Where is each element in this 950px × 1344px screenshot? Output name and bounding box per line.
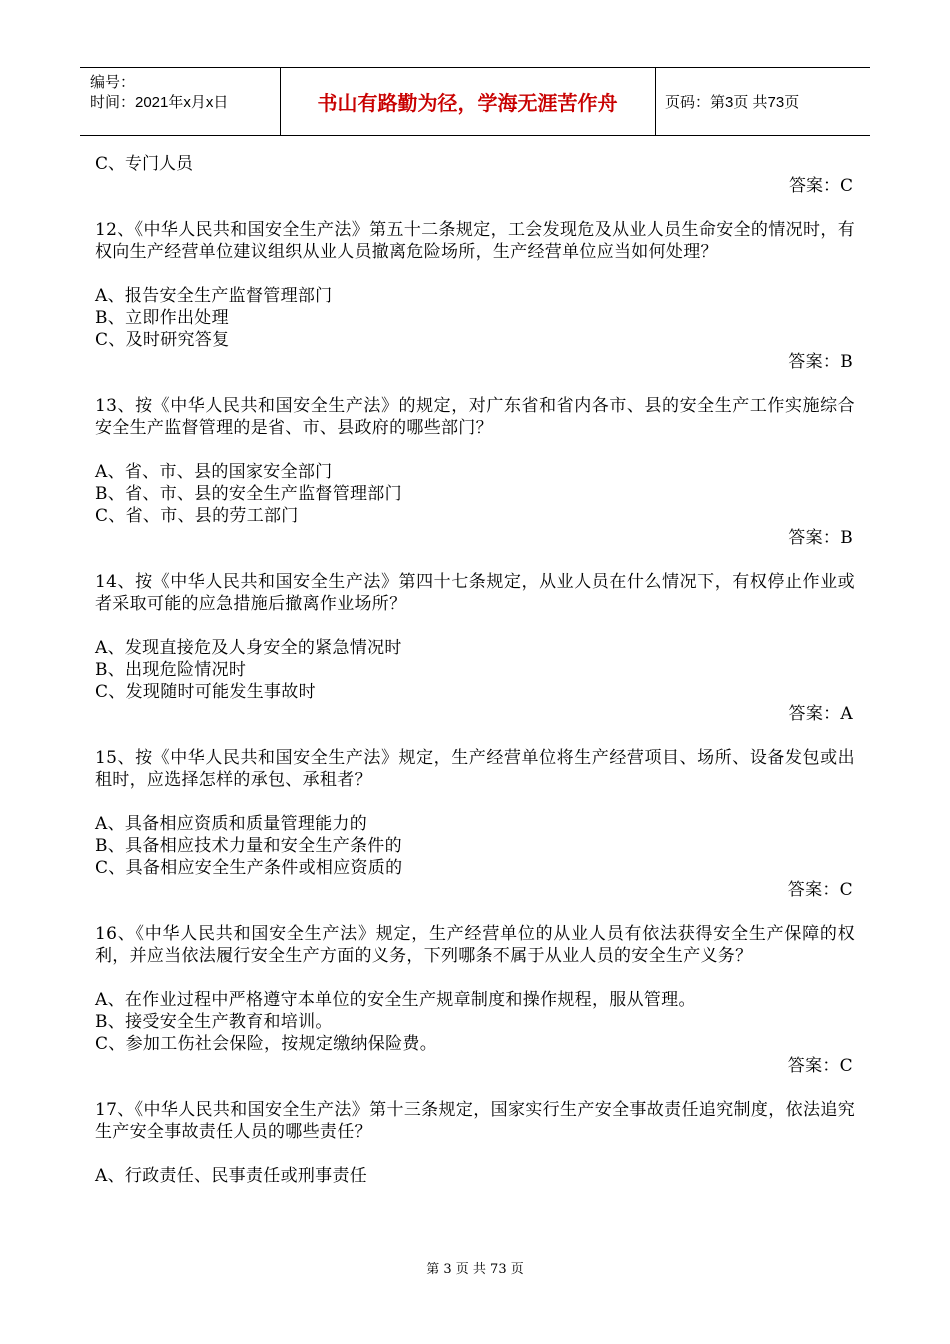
option-list (95, 461, 855, 527)
option-c: C、发现随时可能发生事故时 (95, 682, 316, 702)
option-list (95, 813, 855, 879)
page-footer: 第 3 页 共 73 页 (426, 1262, 524, 1277)
page-header (80, 67, 870, 136)
header-motto: 书山有路勤为径，学海无涯苦作舟 (280, 68, 656, 135)
question-14 (95, 571, 855, 725)
option-list (95, 989, 855, 1055)
option-a: A、发现直接危及人身安全的紧急情况时 (95, 638, 402, 658)
serial-label: 编号： (90, 74, 136, 91)
option-b: B、出现危险情况时 (95, 660, 247, 680)
lead-option: C、专门人员 (95, 154, 194, 174)
question-12 (95, 219, 855, 373)
date-label: 时间：2021年x月x日 (90, 94, 229, 111)
question-stem: 17、《中华人民共和国安全生产法》第十三条规定，国家实行生产安全事故责任追究制度，依法追究生产安全事故责任人员的哪些责任？ (95, 1100, 855, 1142)
header-page-info: 页码：第3页 共73页 (665, 94, 800, 111)
option-a: A、报告安全生产监督管理部门 (95, 286, 333, 306)
option-a: A、省、市、县的国家安全部门 (95, 462, 333, 482)
question-stem: 13、按《中华人民共和国安全生产法》的规定，对广东省和省内各市、县的安全生产工作实施综合安全生产监督管理的是省、市、县政府的哪些部门？ (95, 396, 855, 438)
question-stem: 16、《中华人民共和国安全生产法》规定，生产经营单位的从业人员有依法获得安全生产保障的权利，并应当依法履行安全生产方面的义务，下列哪条不属于从业人员的安全生产义务？ (95, 924, 855, 966)
option-list (95, 285, 855, 351)
header-meta (80, 68, 281, 135)
answer: 答案：C (787, 1056, 853, 1076)
option-c: C、参加工伤社会保险，按规定缴纳保险费。 (95, 1034, 438, 1054)
option-b: B、省、市、县的安全生产监督管理部门 (95, 484, 402, 504)
question-13 (95, 395, 855, 549)
option-c: C、省、市、县的劳工部门 (95, 506, 299, 526)
option-c: C、及时研究答复 (95, 330, 230, 350)
question-stem: 14、按《中华人民共和国安全生产法》第四十七条规定，从业人员在什么情况下，有权停止作业或者采取可能的应急措施后撤离作业场所？ (95, 572, 855, 614)
option-c: C、具备相应安全生产条件或相应资质的 (95, 858, 403, 878)
question-stem: 15、按《中华人民共和国安全生产法》规定，生产经营单位将生产经营项目、场所、设备发包或出租时，应选择怎样的承包、承租者？ (95, 748, 855, 790)
question-15 (95, 747, 855, 901)
option-b: B、接受安全生产教育和培训。 (95, 1012, 333, 1032)
option-list (95, 1165, 855, 1187)
question-16 (95, 923, 855, 1077)
answer: 答案：B (788, 528, 853, 548)
question-17 (95, 1099, 855, 1187)
option-b: B、立即作出处理 (95, 308, 229, 328)
question-stem: 12、《中华人民共和国安全生产法》第五十二条规定，工会发现危及从业人员生命安全的情况时，有权向生产经营单位建议组织从业人员撤离危险场所，生产经营单位应当如何处理？ (95, 220, 855, 262)
question-content (95, 153, 855, 1187)
option-a: A、行政责任、民事责任或刑事责任 (95, 1166, 368, 1186)
lead-answer: 答案：C (788, 176, 853, 196)
answer: 答案：C (787, 880, 853, 900)
answer: 答案：B (788, 352, 853, 372)
option-b: B、具备相应技术力量和安全生产条件的 (95, 836, 402, 856)
answer: 答案：A (788, 704, 853, 724)
option-list (95, 637, 855, 703)
option-a: A、具备相应资质和质量管理能力的 (95, 814, 368, 834)
option-a: A、在作业过程中严格遵守本单位的安全生产规章制度和操作规程，服从管理。 (95, 990, 696, 1010)
